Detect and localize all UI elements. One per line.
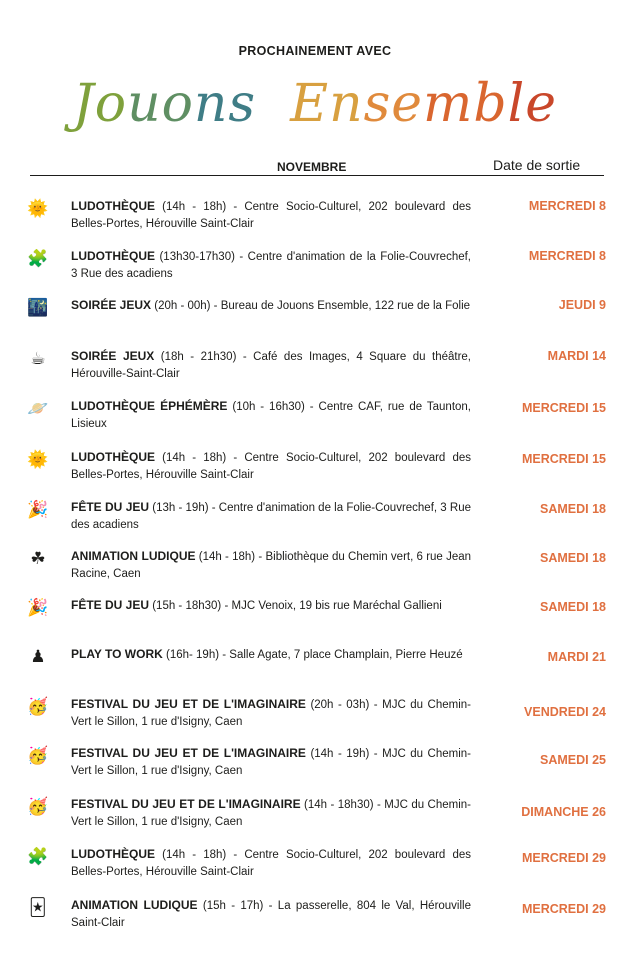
event-description (71, 449, 471, 484)
month-header: NOVEMBRE (277, 160, 347, 174)
event-date: MERCREDI 8 (528, 199, 606, 213)
event-date: MARDI 14 (547, 349, 606, 363)
event-description (71, 696, 471, 731)
event-row (0, 846, 630, 890)
event-description (71, 248, 471, 283)
chess-pawn-icon: ♟ (30, 647, 46, 667)
event-row (0, 297, 630, 341)
event-date: MERCREDI 15 (521, 452, 606, 466)
brand-word-1: Jouons (72, 74, 257, 134)
event-title: FÊTE DU JEU (71, 598, 150, 612)
event-date: SAMEDI 18 (540, 502, 606, 516)
event-title: LUDOTHÈQUE ÉPHÉMÈRE (71, 399, 228, 413)
event-detail: (20h - 03h) - MJC du Chemin-Vert le Sillon, 1 rue d'Isigny, Caen (71, 699, 471, 728)
event-description (71, 348, 471, 383)
event-description (71, 499, 471, 534)
event-date: DIMANCHE 26 (521, 805, 606, 819)
event-row (0, 348, 630, 392)
event-detail: (14h - 18h) - Centre Socio-Culturel, 202 boulevard des Belles-Portes, Hérouville Saint-Clair (71, 849, 471, 878)
date-column-header: Date de sortie (493, 157, 581, 173)
event-detail: (16h- 19h) - Salle Agate, 7 place Champlain, Pierre Heuzé (166, 649, 463, 661)
event-description (71, 597, 471, 615)
event-title: FESTIVAL DU JEU ET DE L'IMAGINAIRE (71, 697, 306, 711)
event-detail: (13h30-17h30) - Centre d'animation de la Folie-Couvrechef, 3 Rue des acadiens (71, 251, 471, 280)
event-date: MERCREDI 29 (521, 851, 606, 865)
event-description (71, 398, 471, 433)
event-row (0, 597, 630, 641)
event-detail: (15h - 18h30) - MJC Venoix, 19 bis rue Maréchal Gallieni (152, 600, 442, 612)
shamrock-icon: ☘ (30, 549, 46, 569)
event-row (0, 745, 630, 789)
event-title: FÊTE DU JEU (71, 500, 150, 514)
event-date: MERCREDI 8 (528, 249, 606, 263)
event-title: LUDOTHÈQUE (71, 847, 155, 861)
event-title: FESTIVAL DU JEU ET DE L'IMAGINAIRE (71, 797, 301, 811)
event-detail: (20h - 00h) - Bureau de Jouons Ensemble, 122 rue de la Folie (154, 300, 471, 312)
party-face-icon: 🥳 (27, 697, 49, 717)
event-title: FESTIVAL DU JEU ET DE L'IMAGINAIRE (71, 746, 306, 760)
event-description (71, 548, 471, 583)
event-date: SAMEDI 18 (540, 551, 606, 565)
event-title: LUDOTHÈQUE (71, 450, 155, 464)
event-title: SOIRÉE JEUX (71, 298, 152, 312)
event-row (0, 897, 630, 941)
event-date: VENDREDI 24 (524, 705, 606, 719)
party-popper-icon: 🎉 (27, 500, 49, 520)
event-date: JEUDI 9 (558, 298, 606, 312)
event-row (0, 548, 630, 592)
event-detail: (14h - 18h) - Centre Socio-Culturel, 202 boulevard des Belles-Portes, Hérouville Saint-Clair (71, 201, 471, 230)
sun-icon: 🌞 (27, 450, 49, 470)
event-description (71, 846, 471, 881)
brand-word-2: Ensemble (290, 74, 558, 134)
party-face-icon: 🥳 (27, 746, 49, 766)
event-detail: (14h - 18h) - Centre Socio-Culturel, 202 boulevard des Belles-Portes, Hérouville Saint-Clair (71, 452, 471, 481)
event-detail: (10h - 16h30) - Centre CAF, rue de Taunton, Lisieux (71, 401, 472, 430)
event-description (71, 897, 471, 932)
kicker-title: PROCHAINEMENT AVEC (238, 44, 392, 58)
event-row (0, 398, 630, 442)
event-title: ANIMATION LUDIQUE (71, 549, 196, 563)
event-row (0, 449, 630, 493)
event-detail: (14h - 19h) - MJC du Chemin-Vert le Sillon, 1 rue d'Isigny, Caen (71, 748, 471, 777)
event-row (0, 696, 630, 740)
event-date: MERCREDI 29 (521, 902, 606, 916)
event-description (71, 198, 471, 233)
event-title: SOIRÉE JEUX (71, 349, 155, 363)
event-description (71, 646, 471, 664)
planet-icon: 🪐 (27, 399, 49, 419)
puzzle-icon: 🧩 (27, 847, 49, 867)
sun-icon: 🌞 (27, 199, 49, 219)
coffee-icon: ☕ (30, 349, 46, 369)
party-face-icon: 🥳 (27, 797, 49, 817)
event-row (0, 248, 630, 292)
event-title: LUDOTHÈQUE (71, 199, 155, 213)
night-city-icon: 🌃 (27, 298, 49, 318)
joker-card-icon: 🃏 (29, 898, 47, 918)
event-date: MARDI 21 (547, 650, 606, 664)
event-row (0, 646, 630, 690)
event-detail: (15h - 17h) - La passerelle, 804 le Val, Hérouville Saint-Clair (71, 900, 471, 929)
event-row (0, 198, 630, 242)
event-date: MERCREDI 15 (521, 401, 606, 415)
event-description (71, 297, 471, 315)
event-detail: (14h - 18h) - Bibliothèque du Chemin vert, 6 rue Jean Racine, Caen (71, 551, 472, 580)
event-title: ANIMATION LUDIQUE (71, 898, 198, 912)
event-date: SAMEDI 25 (540, 753, 606, 767)
event-title: LUDOTHÈQUE (71, 249, 155, 263)
party-popper-icon: 🎉 (27, 598, 49, 618)
event-row (0, 499, 630, 543)
event-description (71, 745, 471, 780)
event-title: PLAY TO WORK (71, 647, 163, 661)
event-detail: (13h - 19h) - Centre d'animation de la Folie-Couvrechef, 3 Rue des acadiens (71, 502, 472, 531)
event-row (0, 796, 630, 840)
event-date: SAMEDI 18 (540, 600, 606, 614)
event-description (71, 796, 471, 831)
event-detail: (18h - 21h30) - Café des Images, 4 Square du théâtre, Hérouville-Saint-Clair (71, 351, 472, 380)
puzzle-icon: 🧩 (27, 249, 49, 269)
event-detail: (14h - 18h30) - MJC du Chemin-Vert le Sillon, 1 rue d'Isigny, Caen (71, 799, 471, 828)
